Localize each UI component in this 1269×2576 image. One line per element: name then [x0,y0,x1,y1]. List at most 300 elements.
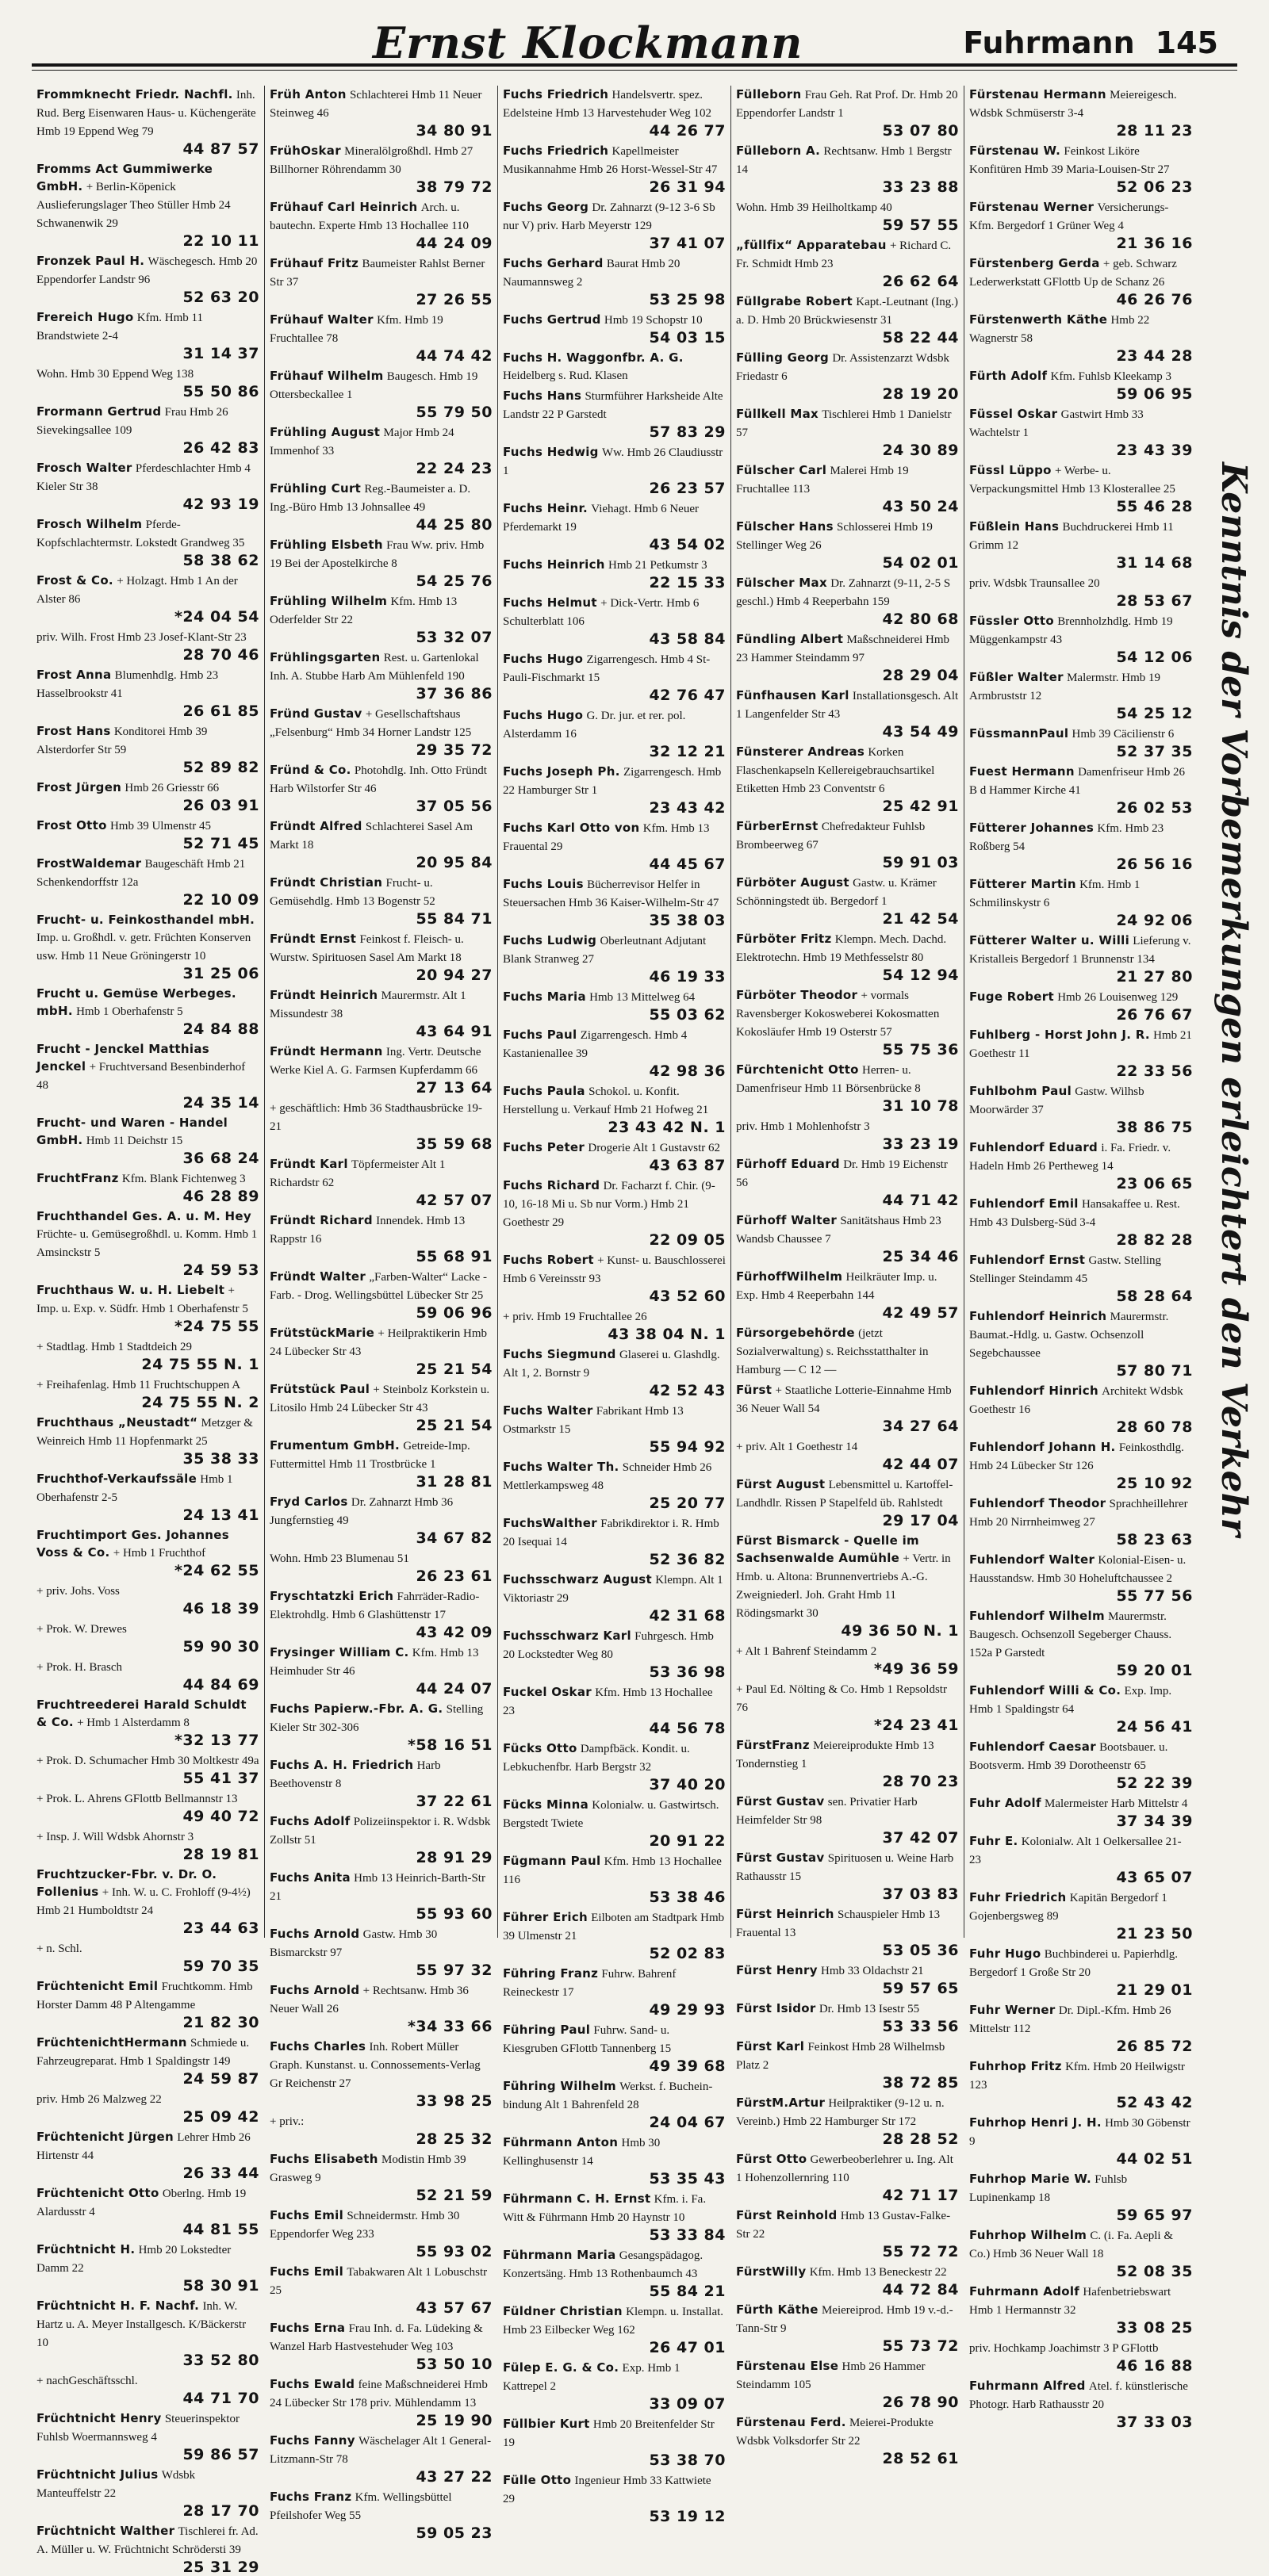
entry-name: Fülling Georg [736,350,830,365]
entry-telephone: 28 52 61 [882,2450,959,2467]
entry-address: + n. Schl. [36,1943,82,1955]
directory-entry [736,2207,959,2260]
directory-entry [270,1043,493,1097]
entry-name: Fuhrhop Henri J. H. [969,2115,1102,2130]
entry-name: Fücks Minna [503,1797,589,1812]
entry-telephone: 49 40 72 [182,1808,259,1825]
entry-name: Fülep E. G. & Co. [503,2360,619,2375]
entry-address: Kfm. Hmb 13 Oderfelder Str 22 [270,595,458,626]
directory-entry [736,236,959,290]
directory-entry [270,1437,493,1491]
entry-telephone: 49 29 93 [649,2001,726,2019]
entry-address: + Prok. D. Schumacher Hmb 30 Moltkestr 49a [36,1755,259,1767]
entry-telephone: *49 36 59 [874,1660,959,1678]
entry-address: Tabakwaren Alt 1 Lobuschstr 25 [270,2266,488,2297]
header-rule-thin [32,70,1237,71]
entry-address: Dr. Facharzt f. Chir. (9-10, 16-18 Mi u. Sb nur Vorm.) Hmb 21 Goethestr 29 [503,1180,715,1229]
entry-telephone: 24 92 06 [1116,912,1193,929]
directory-entry [969,311,1193,365]
entry-name: Fuchs A. H. Friedrich [270,1758,414,1772]
entry-telephone: 22 15 33 [649,574,726,591]
entry-address: Photohdlg. Inh. Otto Fründt Harb Wilstorfer Str 46 [270,764,487,795]
entry-address: + Prok. H. Brasch [36,1661,123,1674]
directory-entry [736,518,959,572]
entry-telephone: 59 20 01 [1116,1662,1193,1679]
entry-name: Fürhoff Eduard [736,1157,840,1171]
entry-address: Exp. Imp. Hmb 1 Spaldingstr 64 [969,1685,1172,1716]
entry-name: Fürstenberg Gerda [969,256,1100,270]
entry-address: Kapellmeister Musikannahme Hmb 26 Horst-Wessel-Str 47 [503,145,718,176]
entry-telephone: 37 22 61 [416,1793,493,1810]
entry-telephone: 54 03 15 [649,329,726,346]
entry-telephone: 31 28 81 [416,1473,493,1491]
entry-address: Tischlerei Hmb 1 Danielstr 57 [736,408,952,439]
entry-telephone: 24 35 14 [182,1094,259,1112]
entry-name: Fuhlendorf Heinrich [969,1309,1107,1323]
page-number: 145 [1155,25,1218,60]
entry-name: Führing Wilhelm [503,2079,616,2093]
entry-address: Hansakaffee u. Rest. Hmb 43 Dulsberg-Süd 3-4 [969,1198,1180,1229]
entry-address: Eilboten am Stadtpark Hmb 39 Ulmenstr 21 [503,1912,725,1943]
entry-name: Fütterer Walter u. Willi [969,933,1130,947]
directory-entry [736,293,959,346]
entry-address: + Alt 1 Bahrenf Steindamm 2 [736,1645,877,1658]
directory-entry [36,1281,259,1335]
entry-address: Wdsbk Manteuffelstr 22 [36,2469,196,2500]
entry-telephone: 55 73 72 [882,2337,959,2355]
entry-name: Fürst Gustav [736,1794,825,1809]
entry-telephone: 37 40 20 [649,1776,726,1793]
entry-name: Führmann Maria [503,2248,616,2262]
entry-telephone: 59 91 03 [882,854,959,871]
entry-address: Klempn. Mech. Dachd. Elektrotechn. Hmb 19 Methfesselstr 80 [736,933,947,964]
directory-entry [503,255,726,308]
entry-name: Fülleborn A. [736,144,821,158]
entry-address: Baumeister Rahlst Berner Str 37 [270,258,485,289]
entry-telephone: 55 75 36 [882,1041,959,1058]
entry-address: Schneider Hmb 26 Mettlerkampsweg 48 [503,1461,712,1492]
entry-telephone: 25 19 90 [416,2412,493,2429]
directory-entry [736,1211,959,1265]
directory-entry [503,311,726,346]
entry-telephone: 52 08 35 [1116,2263,1193,2280]
entry-telephone: 34 27 64 [882,1418,959,1435]
entry-address: Kfm. Hmb 13 Hochallee 23 [503,1686,713,1717]
entry-address: Ing. Vertr. Deutsche Werke Kiel A. G. Farmsen Kupferdamm 66 [270,1046,481,1077]
entry-telephone: 22 24 23 [416,460,493,477]
entry-telephone: 38 86 75 [1116,1119,1193,1136]
entry-telephone: 43 50 24 [882,498,959,515]
entry-address: + Hmb 1 Alsterdamm 8 [77,1717,190,1729]
entry-telephone: 43 38 04 N. 1 [608,1326,726,1343]
directory-entry [270,198,493,252]
entry-address: + Richard C. Fr. Schmidt Hmb 23 [736,239,952,270]
entry-address: Maurermstr. Baumat.-Hdlg. u. Gastw. Ochsenzoll Segebchaussee [969,1311,1169,1360]
entry-telephone: 25 21 54 [416,1361,493,1378]
entry-telephone: 59 70 35 [182,1958,259,1975]
directory-entry [969,1794,1193,1830]
entry-name: Fürstenwerth Käthe [969,312,1108,327]
directory-entry [736,630,959,684]
entry-name: Fründt Walter [270,1269,366,1284]
directory-entry [736,1117,959,1153]
entry-address: + priv. Hmb 19 Fruchtallee 26 [503,1311,647,1323]
entry-telephone: 55 94 92 [649,1438,726,1456]
directory-entry [36,1040,259,1112]
entry-telephone: 21 36 16 [1116,235,1193,252]
entry-name: Fütterer Martin [969,877,1076,891]
entry-telephone: 34 80 91 [416,122,493,140]
entry-telephone: 59 86 57 [182,2446,259,2463]
entry-telephone: 43 63 87 [649,1157,726,1174]
entry-address: Kfm. Wellingsbüttel Pfeilshofer Weg 55 [270,2491,452,2522]
entry-address: + Berlin-Köpenick Auslieferungslager Theo Stüller Hmb 24 Schwanenwik 29 [36,181,231,230]
entry-telephone: 37 33 03 [1116,2413,1193,2431]
entry-telephone: 35 38 33 [182,1450,259,1468]
entry-telephone: 43 57 67 [416,2299,493,2317]
entry-telephone: 53 32 07 [416,629,493,646]
directory-entry [270,2319,493,2373]
entry-telephone: 52 02 83 [649,1945,726,1962]
directory-entry [36,2128,259,2182]
directory-entry [270,311,493,365]
directory-entry [736,2263,959,2298]
entry-name: Fuhlendorf Hinrich [969,1384,1098,1398]
directory-entry [270,817,493,871]
entry-name: Fücks Otto [503,1741,577,1755]
entry-telephone: 46 26 76 [1116,291,1193,308]
entry-telephone: 31 10 78 [882,1097,959,1115]
entry-address: sen. Privatier Harb Heimfelder Str 98 [736,1796,918,1827]
entry-name: Fuhlendorf Walter [969,1552,1095,1567]
entry-name: Fügmann Paul [503,1854,601,1868]
entry-address: Inh. Robert Müller Graph. Kunstanst. u. Connossements-Verlag Gr Reichenstr 27 [270,2041,481,2090]
entry-address: Fuhrw. Sand- u. Kiesgruben GFlottb Tannenberg 15 [503,2024,672,2055]
directory-entry [503,1402,726,1456]
directory-entry [736,817,959,871]
entry-address: Fuhrw. Bahrenf Reineckestr 17 [503,1968,677,1999]
entry-name: Fürstenau W. [969,144,1061,158]
entry-name: Fünfhausen Karl [736,688,849,702]
entry-telephone: 59 57 65 [882,1980,959,1997]
directory-entry [503,1082,726,1136]
directory-entry [270,1211,493,1265]
directory-entry [36,1658,259,1694]
entry-address: Installationsgesch. Alt 1 Langenfelder Str 43 [736,690,959,721]
entry-name: Fuhr Friedrich [969,1890,1067,1904]
entry-name: Fürth Adolf [969,369,1048,383]
directory-columns [32,86,1198,2576]
entry-name: Fruchtzucker-Fbr. v. Dr. O. Follenius [36,1867,217,1899]
entry-telephone: 42 80 68 [882,611,959,628]
entry-telephone: 36 68 24 [182,1150,259,1167]
entry-telephone: 42 71 17 [882,2187,959,2204]
directory-entry [969,668,1193,722]
entry-name: Fuchs Joseph Ph. [503,764,620,779]
entry-telephone: 26 56 16 [1116,855,1193,873]
entry-telephone: 55 97 32 [416,1962,493,1979]
entry-telephone: 55 03 62 [649,1006,726,1024]
entry-telephone: 24 84 88 [182,1020,259,1038]
entry-name: Fuchs Heinrich [503,557,605,572]
directory-entry [503,349,726,385]
entry-name: Fürst Gustav [736,1851,825,1865]
directory-entry [270,1155,493,1209]
entry-telephone: 28 19 81 [182,1846,259,1863]
entry-name: Fuhrmann Alfred [969,2379,1086,2393]
directory-entry [36,2090,259,2126]
directory-entry [736,2301,959,2355]
entry-address: Frau Ww. priv. Hmb 19 Bei der Apostelkirche 8 [270,539,485,570]
entry-address: Gewerbeoberlehrer u. Ing. Alt 1 Hohenzollernring 110 [736,2153,953,2184]
entry-address: Fuhlsb Lupinenkamp 18 [969,2173,1128,2204]
entry-telephone: 23 43 42 [649,799,726,817]
directory-entry [270,2150,493,2204]
directory-entry [736,1061,959,1115]
entry-telephone: 44 71 42 [882,1192,959,1209]
entry-address: Kfm. Hmb 11 Brandstwiete 2-4 [36,312,203,343]
directory-entry [36,2409,259,2463]
entry-name: Fuhrhop Marie W. [969,2172,1092,2186]
directory-entry [503,2415,726,2469]
entry-address: Hmb 21 Goethestr 11 [969,1029,1192,1060]
entry-name: FürstWilly [736,2264,807,2279]
entry-telephone: 21 23 50 [1116,1925,1193,1943]
entry-address: feine Maßschneiderei Hmb 24 Lübecker Str 178 priv. Mühlendamm 13 [270,2379,488,2409]
entry-telephone: 22 09 05 [649,1231,726,1249]
entry-address: Kfm. Hmb 13 Heimhuder Str 46 [270,1647,479,1678]
directory-entry [969,1026,1193,1080]
entry-telephone: 34 67 82 [416,1529,493,1547]
entry-telephone: 28 60 78 [1116,1418,1193,1436]
entry-name: Früchtnicht H. [36,2242,136,2256]
directory-entry [736,461,959,515]
entry-name: Fuhlendorf Caesar [969,1740,1096,1754]
entry-telephone: 44 72 84 [882,2281,959,2298]
entry-address: Viehagt. Hmb 6 Neuer Pferdemarkt 19 [503,503,699,534]
entry-name: Fülscher Max [736,576,827,590]
entry-address: + Insp. J. Will Wdsbk Ahornstr 3 [36,1831,194,1843]
entry-address: Dr. Dipl.-Kfm. Hmb 26 Mittelstr 112 [969,2004,1171,2035]
entry-address: Hmb 1 Oberhafenstr 5 [76,1005,183,1018]
entry-name: Fuchs Emil [270,2264,344,2279]
entry-name: Fünsterer Andreas [736,744,865,759]
entry-address: Klempn. u. Installat. Hmb 23 Eilbecker Weg 162 [503,2306,724,2337]
entry-address: Atel. f. künstlerische Photogr. Harb Rathausstr 20 [969,2380,1188,2411]
entry-name: Fuhlendorf Emil [969,1196,1079,1211]
directory-entry [270,2112,493,2148]
entry-telephone: 59 05 23 [416,2524,493,2542]
directory-entry [969,198,1193,252]
entry-name: Füssel Oskar [969,407,1058,421]
entry-address: Frau Geh. Rat Prof. Dr. Hmb 20 Eppendorfer Landstr 1 [736,89,958,120]
directory-entry [36,572,259,626]
entry-address: Töpfermeister Alt 1 Richardstr 62 [270,1158,446,1189]
directory-entry [969,461,1193,515]
entry-name: Frühauf Carl Heinrich [270,200,418,214]
entry-name: Frumentum GmbH. [270,1438,400,1453]
entry-name: Fuchs Hans [503,389,582,403]
entry-name: Frühauf Wilhelm [270,369,384,383]
directory-entry [270,367,493,421]
entry-address: Buchbinderei u. Papierhdlg. Bergedorf 1 Große Str 20 [969,1948,1178,1979]
entry-name: Führing Paul [503,2023,591,2037]
entry-address: Hafenbetriebswart Hmb 1 Hermannstr 32 [969,2286,1171,2317]
entry-telephone: 54 12 94 [882,966,959,984]
entry-name: Fürböter Theodor [736,988,858,1002]
entry-telephone: 31 25 06 [182,965,259,982]
entry-name: Fuest Hermann [969,764,1075,779]
directory-entry [36,2466,259,2520]
entry-name: Fürböter Fritz [736,932,832,946]
entry-address: Gastw. u. Krämer Schönningstedt üb. Bergedorf 1 [736,877,937,908]
entry-address: Arch. u. bautechn. Experte Hmb 13 Hochallee 110 [270,201,470,232]
entry-telephone: 53 33 84 [649,2226,726,2244]
entry-telephone: 37 41 07 [649,235,726,252]
entry-telephone: 52 22 39 [1116,1774,1193,1792]
directory-entry [736,1476,959,1529]
directory-entry [503,594,726,648]
directory-entry [270,1925,493,1979]
entry-name: Füllkell Max [736,407,819,421]
entry-address: + Kunst- u. Bauschlosserei Hmb 6 Vereinsstr 93 [503,1254,726,1285]
entry-telephone: 42 52 43 [649,1382,726,1399]
entry-telephone: 53 25 98 [649,291,726,308]
entry-address: G. Dr. jur. et rer. pol. Alsterdamm 16 [503,710,686,741]
entry-name: Fuhrmann Adolf [969,2284,1080,2298]
entry-name: Früchtenicht Jürgen [36,2130,174,2144]
entry-name: Fuchs Emil [270,2208,344,2222]
entry-address: + Stadtlag. Hmb 1 Stadtdeich 29 [36,1341,192,1353]
entry-telephone: 25 10 92 [1116,1475,1193,1492]
entry-name: Frost Jürgen [36,780,122,794]
directory-entry [736,1642,959,1678]
entry-address: Herren- u. Damenfriseur Hmb 11 Börsenbrücke 8 [736,1064,921,1095]
entry-address: Schokol. u. Konfit. Herstellung u. Verkauf Hmb 21 Hofweg 21 [503,1085,709,1116]
entry-address: + Rechtsanw. Hmb 36 Neuer Wall 26 [270,1985,469,2015]
entry-address: Major Hmb 24 Immenhof 33 [270,427,454,457]
entry-telephone: 46 19 33 [649,968,726,986]
directory-entry [969,988,1193,1024]
entry-name: Frommknecht Friedr. Nachfl. [36,87,233,101]
entry-address: Harb Beethovenstr 8 [270,1759,441,1790]
directory-entry [270,1549,493,1585]
entry-address: Dampfbäck. Kondit. u. Lebkuchenfbr. Harb Bergstr 32 [503,1743,690,1774]
entry-address: Maurermstr. Alt 1 Missundestr 38 [270,989,466,1020]
entry-telephone: 28 53 67 [1116,592,1193,610]
entry-name: Fuhrhop Fritz [969,2059,1062,2073]
directory-entry [503,1683,726,1737]
entry-name: FrüchtenichtHermann [36,2035,187,2050]
entry-telephone: 25 42 91 [882,798,959,815]
entry-telephone: 53 35 43 [649,2170,726,2187]
entry-address: Hmb 19 Schopstr 10 [604,314,703,327]
directory-entry [969,2226,1193,2280]
entry-telephone: 33 23 19 [882,1135,959,1153]
entry-name: Fruchthof-Verkaufssäle [36,1472,197,1486]
directory-entry [270,1380,493,1434]
directory-entry [736,2000,959,2035]
entry-telephone: 24 59 53 [182,1261,259,1279]
entry-address: Kfm. Hmb 19 Fruchtallee 78 [270,314,443,345]
entry-name: Fuchs Friedrich [503,144,609,158]
entry-telephone: 52 06 23 [1116,178,1193,196]
entry-address: + Prok. W. Drewes [36,1623,127,1636]
directory-column-3 [498,86,731,2525]
entry-name: Füssler Otto [969,614,1054,628]
entry-name: Fründt Ernst [270,932,357,946]
directory-entry [36,855,259,909]
directory-entry [969,86,1193,140]
entry-address: Kfm. i. Fa. Witt & Führmann Hmb 20 Haynstr 10 [503,2193,707,2224]
directory-entry [36,2522,259,2576]
entry-name: Frühauf Walter [270,312,374,327]
entry-address: + Werbe- u. Verpackungsmittel Hmb 13 Klosterallee 25 [969,465,1175,496]
directory-entry [503,988,726,1024]
entry-address: Ingenieur Hmb 33 Kattwiete 29 [503,2475,711,2505]
directory-entry [36,1470,259,1524]
entry-name: Fülscher Hans [736,519,834,534]
directory-entry [36,2371,259,2407]
entry-name: Fürst Isidor [736,2001,816,2015]
entry-name: Fuhlbohm Paul [969,1084,1072,1098]
directory-entry [969,405,1193,459]
entry-name: Fründt Hermann [270,1044,383,1058]
entry-telephone: 57 80 71 [1116,1362,1193,1380]
entry-address: Brennholzhdlg. Hmb 19 Müggenkampstr 43 [969,615,1173,646]
directory-entry [270,930,493,984]
entry-address: Kapt.-Leutnant (Ing.) a. D. Hmb 20 Brückwiesenstr 31 [736,296,958,327]
entry-telephone: 55 41 37 [182,1770,259,1787]
entry-name: Fürst [736,1383,773,1397]
entry-telephone: 26 23 61 [416,1567,493,1585]
entry-name: FürberErnst [736,819,819,833]
directory-entry [270,536,493,590]
entry-name: FrühOskar [270,144,341,158]
directory-entry [503,2359,726,2413]
entry-address: Hmb 21 Petkumstr 3 [608,559,707,572]
entry-address: Spirituosen u. Weine Harb Rathausstr 15 [736,1852,954,1883]
entry-name: Führing Franz [503,1966,599,1981]
entry-name: Fuchs Karl Otto von [503,821,640,835]
directory-entry [969,1139,1193,1192]
directory-entry [736,574,959,628]
directory-entry [270,1981,493,2035]
directory-entry [736,198,959,234]
entry-telephone: *24 04 54 [174,608,259,626]
entry-address: Baugesch. Hmb 19 Ottersbeckallee 1 [270,370,478,401]
directory-entry [503,142,726,196]
directory-entry [36,403,259,457]
entry-name: Fuchs Charles [270,2039,366,2054]
entry-name: Früchtnicht Walther [36,2524,175,2538]
entry-name: Frucht u. Gemüse Werbeges. mbH. [36,986,236,1018]
entry-address: + priv. Alt 1 Goethestr 14 [736,1441,858,1453]
entry-name: Fuchs Arnold [270,1927,360,1941]
entry-name: Frosch Walter [36,461,132,475]
directory-entry [969,1682,1193,1736]
entry-address: Maurermstr. Baugesch. Ochsenzoll Segeberger Chauss. 152a P Garstedt [969,1610,1172,1659]
entry-name: Fuchs Franz [270,2490,352,2504]
entry-address: Inh. Rud. Berg Eisenwaren Haus- u. Küchengeräte Hmb 19 Eppend Weg 79 [36,89,256,138]
entry-address: + Steinbolz Korkstein u. Litosilo Hmb 24 Lübecker Str 43 [270,1384,490,1414]
directory-entry [36,2241,259,2295]
entry-address: Meiereiprodukte Hmb 13 Tondernstieg 1 [736,1740,934,1770]
entry-address: Hmb 30 Kellinghusenstr 14 [503,2137,661,2168]
entry-name: Fuhr E. [969,1834,1018,1848]
entry-address: Schlosserei Hmb 19 Stellinger Weg 26 [736,521,933,552]
directory-entry [736,743,959,815]
